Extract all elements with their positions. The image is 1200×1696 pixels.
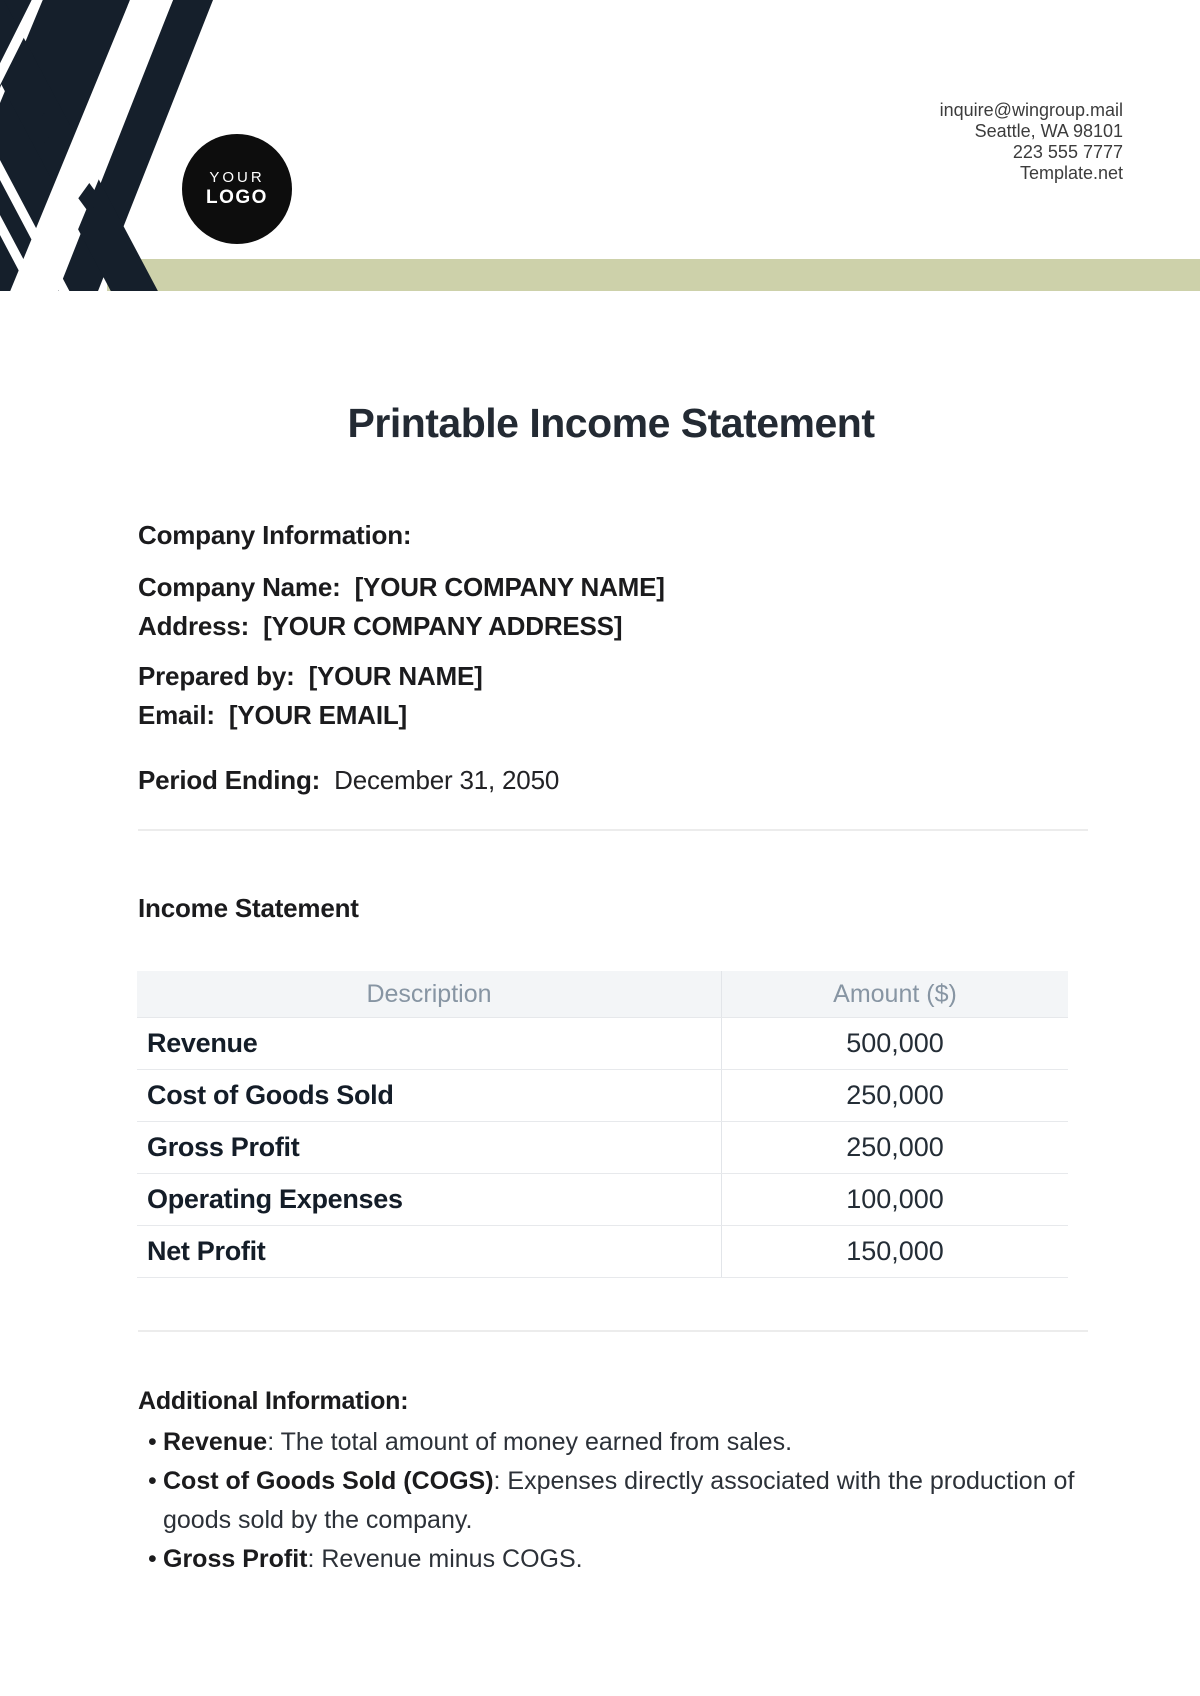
- row-description: Gross Profit: [137, 1122, 722, 1173]
- column-header-description: Description: [137, 971, 722, 1017]
- email-line: [138, 701, 407, 729]
- additional-info-heading: Additional Information:: [138, 1387, 409, 1415]
- contact-email: inquire@wingroup.mail: [939, 100, 1123, 120]
- contact-website: Template.net: [1019, 163, 1123, 183]
- row-description: Cost of Goods Sold: [137, 1070, 722, 1121]
- table-row: [137, 1122, 1068, 1174]
- contact-phone: 223 555 7777: [1012, 142, 1123, 162]
- row-amount: 100,000: [846, 1184, 944, 1214]
- company-info-heading-label: Company Information:: [138, 520, 412, 550]
- table-row: [137, 1070, 1068, 1122]
- company-name-label: Company Name:: [138, 572, 341, 602]
- row-description: Revenue: [137, 1018, 722, 1069]
- table-row: [137, 1174, 1068, 1226]
- prepared-by-line: [138, 662, 483, 690]
- logo-badge: [182, 134, 292, 244]
- section-divider-top: [138, 829, 1088, 831]
- definition-text: : The total amount of money earned from sales.: [267, 1428, 793, 1456]
- row-amount: 250,000: [846, 1132, 944, 1162]
- income-statement-table: [137, 971, 1068, 1278]
- company-name-line: [138, 573, 665, 601]
- definition-list-item: [148, 1462, 1108, 1540]
- row-description: Operating Expenses: [137, 1174, 722, 1225]
- definition-term: Gross Profit: [163, 1545, 308, 1573]
- period-ending-value: December 31, 2050: [334, 765, 560, 795]
- logo-word-logo: LOGO: [206, 187, 268, 208]
- table-header-row: [137, 971, 1068, 1018]
- row-amount: 150,000: [846, 1236, 944, 1266]
- company-name-value: [YOUR COMPANY NAME]: [354, 572, 665, 602]
- company-address-label: Address:: [138, 611, 250, 641]
- section-divider-bottom: [138, 1330, 1088, 1332]
- definitions-list: [148, 1423, 1108, 1579]
- company-address-line: [138, 612, 622, 640]
- table-body: [137, 1018, 1068, 1278]
- prepared-by-label: Prepared by:: [138, 661, 295, 691]
- period-ending-line: [138, 766, 559, 794]
- table-row: [137, 1226, 1068, 1278]
- income-statement-heading: Income Statement: [138, 893, 359, 923]
- page-title: Printable Income Statement: [347, 400, 875, 446]
- company-info-heading: [138, 521, 418, 549]
- definition-term: Revenue: [163, 1428, 268, 1456]
- definition-list-item: [148, 1540, 1108, 1579]
- row-amount: 500,000: [846, 1028, 944, 1058]
- definition-text: : Expenses directly associated with the production of goods sold by the company.: [163, 1467, 1075, 1534]
- period-ending-label: Period Ending:: [138, 765, 321, 795]
- definition-list-item: [148, 1423, 1108, 1462]
- logo-word-your: YOUR: [209, 169, 265, 186]
- company-address-value: [YOUR COMPANY ADDRESS]: [263, 611, 623, 641]
- column-header-amount: Amount ($): [833, 979, 957, 1008]
- row-description: Net Profit: [137, 1226, 722, 1277]
- contact-address: Seattle, WA 98101: [974, 121, 1123, 141]
- prepared-by-value: [YOUR NAME]: [308, 661, 483, 691]
- table-row: [137, 1018, 1068, 1070]
- contact-block: [940, 100, 1123, 184]
- email-label: Email:: [138, 700, 215, 730]
- definition-text: : Revenue minus COGS.: [307, 1545, 583, 1573]
- email-value: [YOUR EMAIL]: [228, 700, 407, 730]
- definition-term: Cost of Goods Sold (COGS): [163, 1467, 494, 1495]
- row-amount: 250,000: [846, 1080, 944, 1110]
